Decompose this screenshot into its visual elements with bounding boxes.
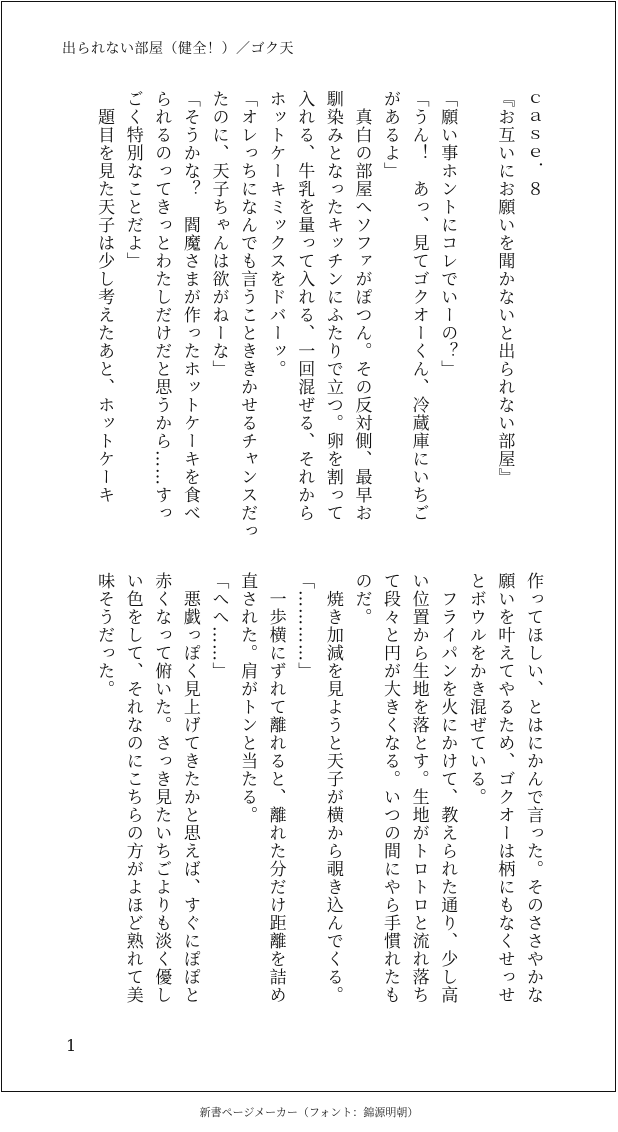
footer-credit: 新書ページメーカー（フォント：錦源明朝） xyxy=(199,1106,419,1119)
page-number: 1 xyxy=(66,1036,77,1055)
page-header-title: 出られない部屋（健全！）／ゴク天 xyxy=(62,41,294,57)
upper-text-column: ｃａｓｅ．８ 『お互いにお願いを聞かないと出られない部屋』 「願い事ホントにコレでいーの？」 「うん！ あっ、見てゴクオーくん、冷蔵庫にいちご があるよ」 真白の部屋へソファがぽつん。その反対側、最早お 馴染みとなったキッチンにふたりで立つ。卵を割って 入れる、牛乳を量って入れる、一回混ぜる、それから ホットケーキミックスをドバーッ。 「オレっちになんでも言うことききかせるチャンスだっ たのに、天子ちゃんは欲がねーな」 「そうかな？ 閻魔さまが作ったホットケーキを食べ られるのってきっとわたしだけだと思うから……すっ ごく特別なことだよ」 題目を見た天子は少し考えたあと、ホットケーキ xyxy=(94,90,543,540)
book-page xyxy=(1,1,616,1092)
lower-text-column: 作ってほしい、とはにかんで言った。そのささやかな 願いを叶えてやるため、ゴクオーは柄にもなくせっせ とボウルをかき混ぜている。 フライパンを火にかけて、教えられた通り、少し高 い位置から生地を落とす。生地がトロトロと流れ落ち て段々と円が大きくなる。いつの間にやら手慣れたも のだ。 焼き加減を見ようと天子が横から覗き込んでくる。 「…………」 一歩横にずれて離れると、離れた分だけ距離を詰め 直された。肩がトンと当たる。 「へへ……」 悪戯っぽく見上げてきたかと思えば、すぐにぽぽと 赤くなって俯いた。さっき見たいちごよりも淡く優し い色をして、それなのにこちらの方がよほど熟れて美 味そうだった。 xyxy=(94,572,543,1004)
